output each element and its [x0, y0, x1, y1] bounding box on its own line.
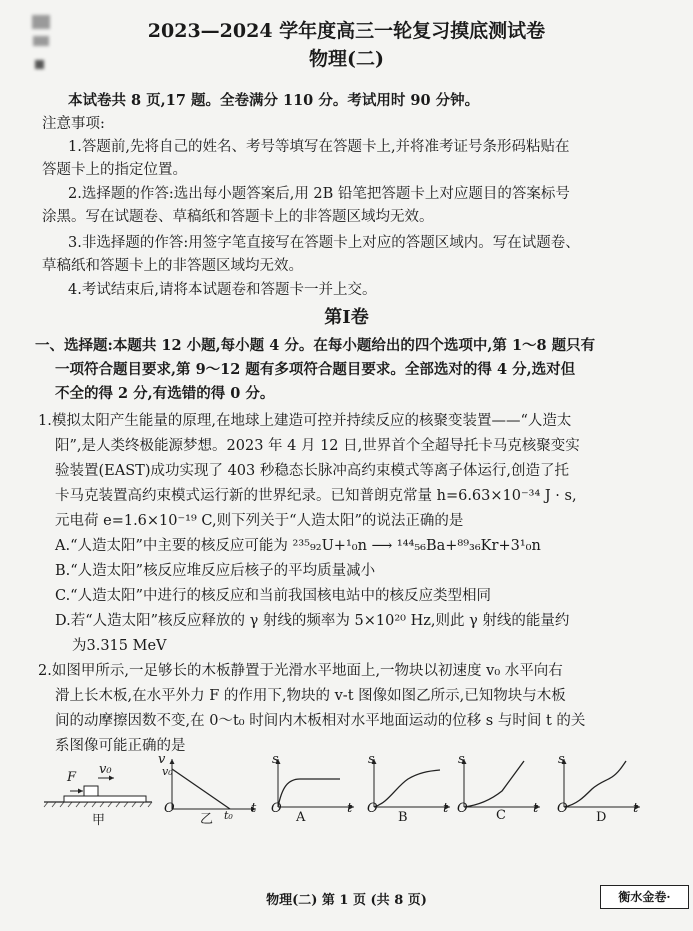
v0-label: v₀	[99, 762, 112, 777]
s-axis-label: s	[368, 752, 375, 767]
notice-line: 草稿纸和答题卡上的非答题区域均无效。	[42, 258, 303, 274]
t-axis-label: t	[533, 801, 539, 816]
origin-label: O	[457, 801, 468, 816]
t0-label: t₀	[224, 809, 233, 822]
exam-info: 本试卷共 8 页,17 题。全卷满分 110 分。考试用时 90 分钟。	[68, 92, 480, 109]
question-1-stem: 验装置(EAST)成功实现了 403 秒稳态长脉冲高约束模式等离子体运行,创造了托	[55, 463, 569, 479]
exam-title: 2023—2024 学年度高三一轮复习摸底测试卷	[147, 20, 546, 42]
t-axis-label: t	[251, 801, 257, 816]
notice-line: 1.答题前,先将自己的姓名、考号等填写在答题卡上,并将准考证号条形码粘贴在	[68, 139, 570, 155]
question-2-stem: 2.如图甲所示,一足够长的木板静置于光滑水平地面上,一物块以初速度 v₀ 水平向右	[38, 663, 563, 679]
graph-b[interactable]	[366, 755, 452, 815]
t-axis-label: t	[347, 801, 353, 816]
figure-jia-label: 甲	[92, 813, 106, 828]
question-1-option-b[interactable]: B.“人造太阳”核反应堆反应后核子的平均质量减小	[55, 563, 376, 579]
brand-badge: 衡水金卷·	[600, 885, 689, 909]
volume-heading: 第Ⅰ卷	[324, 307, 369, 328]
page-footer: 物理(二) 第 1 页 (共 8 页)	[266, 893, 427, 908]
notice-line: 3.非选择题的作答:用签字笔直接写在答题卡上对应的答题区域内。写在试题卷、	[68, 235, 580, 251]
section-instructions: 不全的得 2 分,有选错的得 0 分。	[55, 385, 275, 402]
long-board	[64, 796, 146, 802]
force-label: F	[67, 770, 77, 785]
s-axis-label: s	[458, 752, 465, 767]
graph-a[interactable]	[270, 755, 356, 815]
section-instructions: 一项符合题目要求,第 9～12 题有多项符合题目要求。全部选对的得 4 分,选对但	[55, 361, 576, 378]
t-axis-label: t	[633, 801, 639, 816]
ground-hatching	[44, 802, 152, 807]
question-2-stem: 间的动摩擦因数不变,在 0～t₀ 时间内木板相对水平地面运动的位移 s 与时间 t 的关	[55, 713, 586, 729]
graph-b-curve	[374, 770, 440, 807]
vt-line	[172, 769, 230, 809]
graph-c-label[interactable]: C	[496, 808, 506, 823]
s-axis-label: s	[272, 752, 279, 767]
question-1-option-d-cont: 为3.315 MeV	[72, 638, 167, 654]
s-axis-label: s	[558, 752, 565, 767]
notice-line: 涂黑。写在试题卷、草稿纸和答题卡上的非答题区域均无效。	[42, 209, 434, 225]
question-1-option-a[interactable]: A.“人造太阳”中主要的核反应可能为 ²³⁵₉₂U+¹₀n ⟶ ¹⁴⁴₅₆Ba+⁸⁹₃₆Kr+3¹₀n	[55, 538, 541, 554]
origin-label: O	[164, 801, 175, 816]
question-2-stem: 滑上长木板,在水平外力 F 的作用下,物块的 v-t 图像如图乙所示,已知物块与木板	[55, 688, 566, 704]
exam-subtitle: 物理(二)	[309, 48, 384, 70]
notice-line: 2.选择题的作答:选出每小题答案后,用 2B 铅笔把答题卡上对应题目的答案标号	[68, 186, 570, 202]
question-1-stem: 卡马克装置高约束模式运行新的世界纪录。已知普朗克常量 h=6.63×10⁻³⁴ J · s,	[55, 488, 577, 504]
graph-d-label[interactable]: D	[596, 810, 607, 825]
graph-d[interactable]	[556, 755, 642, 815]
graph-c[interactable]	[456, 755, 542, 815]
origin-label: O	[557, 801, 568, 816]
origin-label: O	[367, 801, 378, 816]
origin-label: O	[271, 801, 282, 816]
question-1-stem: 1.模拟太阳产生能量的原理,在地球上建造可控并持续反应的核聚变装置——“人造太	[38, 413, 572, 429]
question-1-option-c[interactable]: C.“人造太阳”中进行的核反应和当前我国核电站中的核反应类型相同	[55, 588, 492, 604]
question-1-stem: 元电荷 e=1.6×10⁻¹⁹ C,则下列关于“人造太阳”的说法正确的是	[55, 513, 464, 529]
graph-c-curve	[464, 761, 524, 807]
graph-a-label[interactable]: A	[296, 810, 306, 825]
question-1-stem: 阳”,是人类终极能源梦想。2023 年 4 月 12 日,世界首个全超导托卡马克核聚变实	[55, 438, 580, 454]
question-1-option-d[interactable]: D.若“人造太阳”核反应释放的 γ 射线的频率为 5×10²⁰ Hz,则此 γ 射线的能量约	[55, 613, 570, 629]
v0-axis-label: v₀	[162, 765, 173, 778]
block	[84, 786, 98, 796]
graph-b-label[interactable]: B	[398, 810, 408, 825]
v-axis-label: v	[158, 752, 166, 767]
notice-line: 4.考试结束后,请将本试题卷和答题卡一并上交。	[68, 282, 377, 298]
figure-yi-label: 乙	[200, 812, 214, 827]
graph-d-curve	[564, 761, 626, 807]
question-2-stem: 系图像可能正确的是	[55, 738, 186, 754]
force-arrowhead	[78, 789, 83, 794]
notice-line: 答题卡上的指定位置。	[42, 162, 187, 178]
t-axis-label: t	[443, 801, 449, 816]
graph-a-curve	[278, 779, 340, 807]
notice-heading: 注意事项:	[42, 116, 105, 132]
section-instructions: 一、选择题:本题共 12 小题,每小题 4 分。在每小题给出的四个选项中,第 1～8 题只有	[35, 337, 596, 354]
figure-yi-vt-graph	[160, 755, 260, 815]
